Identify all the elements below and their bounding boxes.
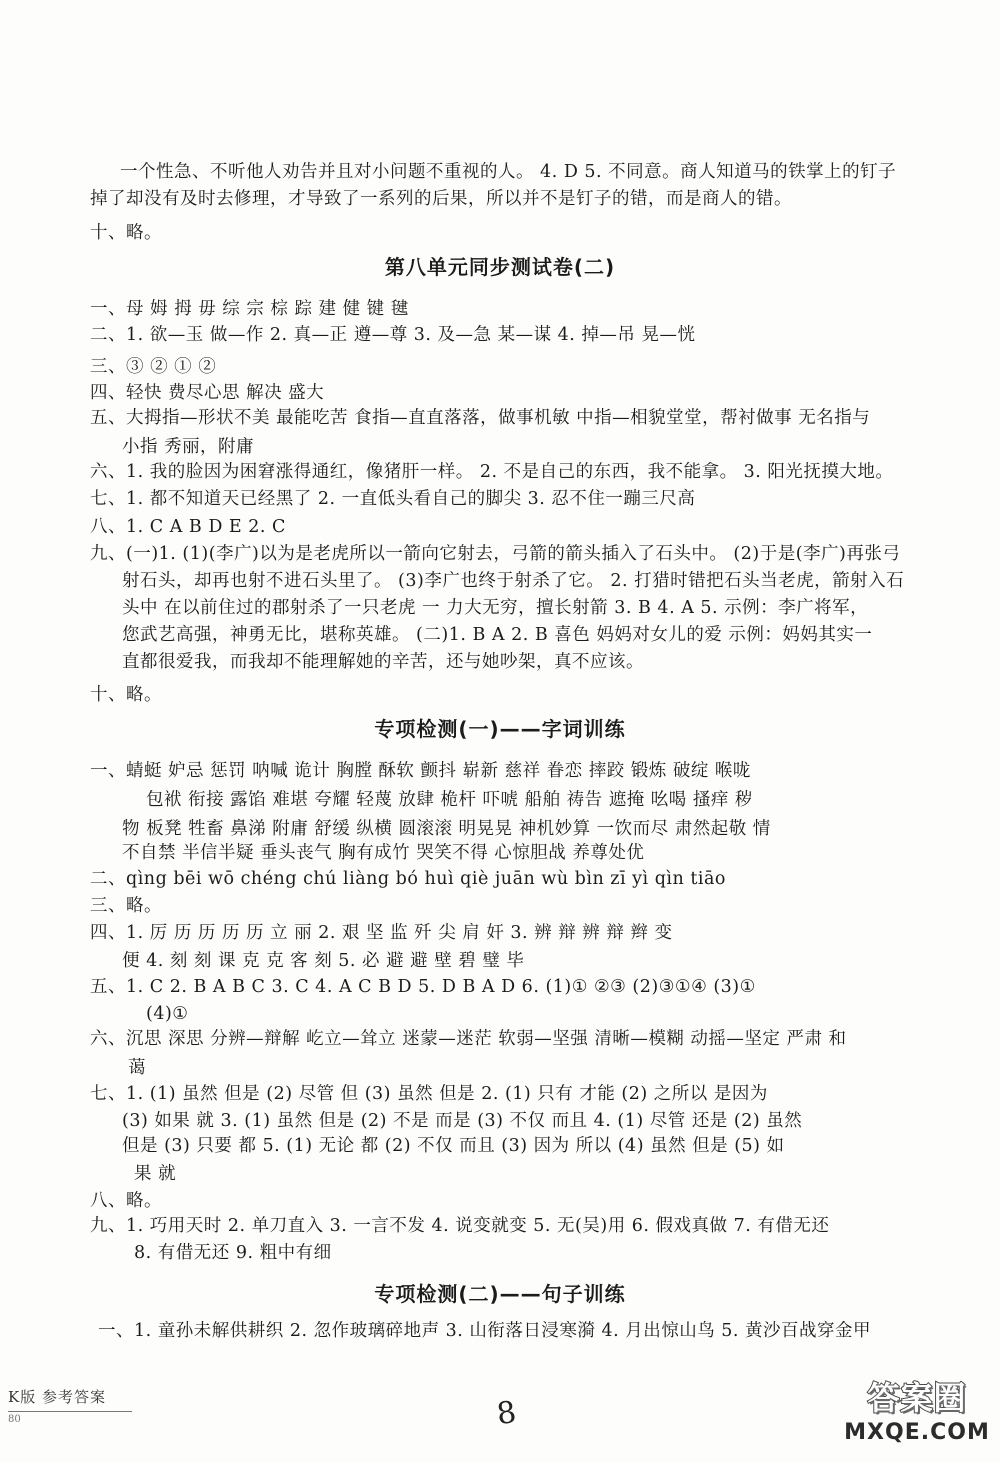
text-line: 但是 (3) 只要 都 5. (1) 无论 都 (2) 不仅 而且 (3) 因为 所以 (4) 虽然 但是 (5) 如: [122, 1136, 785, 1156]
text-line: 一、母 姆 拇 毋 综 宗 棕 踪 建 健 键 毽: [90, 299, 409, 319]
text-line: 三、③ ② ① ②: [90, 357, 217, 377]
text-line: 掉了却没有及时去修理，才导致了一系列的后果，所以并不是钉子的错，而是商人的错。: [90, 189, 792, 209]
footer-divider: [8, 1411, 132, 1412]
text-line: 十、略。: [90, 223, 162, 243]
text-line: 头中 在以前住过的郡射杀了一只老虎 一 力大无穷，擅长射箭 3. B 4. A 5. 示例：李广将军，: [122, 598, 869, 618]
text-line: 三、略。: [90, 896, 162, 916]
text-line: 蔼: [128, 1058, 146, 1078]
text-line: 四、轻快 费尽心思 解决 盛大: [90, 383, 325, 403]
text-line: 八、1. C A B D E 2. C: [90, 517, 286, 537]
text-line: 二、qìng bēi wō chéng chú liàng bó huì qiè juān wù bìn zī yì qìn tiāo: [90, 869, 726, 889]
text-line: 四、1. 厉 历 历 历 历 立 丽 2. 艰 坚 监 歼 尖 肩 奸 3. 辨 辩 辨 辩 辫 变: [90, 923, 673, 943]
text-line: 直都很爱我，而我却不能理解她的辛苦，还与她吵架，真不应该。: [122, 652, 644, 672]
text-line: (3) 如果 就 3. (1) 虽然 但是 (2) 不是 而是 (3) 不仅 而且 4. (1) 尽管 还是 (2) 虽然: [122, 1111, 803, 1131]
text-line: 八、略。: [90, 1191, 162, 1211]
text-line: 九、1. 巧用天时 2. 单刀直入 3. 一言不发 4. 说变就变 5. 无(吴)用 6. 假戏真做 7. 有借无还: [90, 1216, 830, 1236]
text-line: 五、1. C 2. B A B C 3. C 4. A C B D 5. D B A D 6. (1)① ②③ (2)③①④ (3)①: [90, 977, 756, 997]
text-line: 包袱 衔接 露馅 难堪 夸耀 轻蔑 放肆 桅杆 吓唬 船舶 祷告 遮掩 吆喝 搔痒 秽: [146, 790, 753, 810]
text-line: (4)①: [146, 1004, 189, 1024]
text-line: 小指 秀丽，附庸: [122, 437, 255, 457]
page-number: 8: [494, 1394, 519, 1433]
text-line: 8. 有借无还 9. 粗中有细: [134, 1243, 332, 1263]
watermark-logo: [842, 1378, 992, 1458]
text-line: 一、1. 童孙未解供耕织 2. 忽作玻璃碎地声 3. 山衔落日浸寒漪 4. 月出惊山鸟 5. 黄沙百战穿金甲: [98, 1321, 872, 1341]
text-line: 九、(一)1. (1)(李广)以为是老虎所以一箭向它射去，弓箭的箭头插入了石头中。 (2)于是(李广)再张弓: [90, 544, 901, 564]
text-line: 果 就: [134, 1164, 177, 1184]
section-heading: 第八单元同步测试卷(二): [384, 255, 616, 279]
watermark-url: MXQE.COM: [844, 1420, 990, 1445]
section-heading: 专项检测(二)——句子训练: [374, 1282, 626, 1306]
section-heading: 专项检测(一)——字词训练: [374, 717, 626, 741]
text-line: 便 4. 刻 刻 课 克 克 客 刻 5. 必 避 避 壁 碧 璧 毕: [122, 951, 525, 971]
watermark-title: 答案圈: [867, 1379, 967, 1417]
text-line: 五、大拇指—形状不美 最能吃苦 食指—直直落落，做事机敏 中指—相貌堂堂，帮衬做事 无名指与: [90, 408, 871, 428]
text-line: 二、1. 欲—玉 做—作 2. 真—正 遵—尊 3. 及—急 某—谋 4. 掉—吊 晃—恍: [90, 325, 696, 345]
text-line: 七、1. 都不知道天已经黑了 2. 一直低头看自己的脚尖 3. 忍不住一蹦三尺高: [90, 489, 696, 509]
text-line: 一、蜻蜓 妒忌 惩罚 呐喊 诡计 胸膛 酥软 颤抖 崭新 慈祥 眷恋 摔跤 锻炼 破绽 喉咙: [90, 761, 751, 781]
text-line: 物 板凳 牲畜 鼻涕 附庸 舒缓 纵横 圆滚滚 明晃晃 神机妙算 一饮而尽 肃然起敬 情: [122, 819, 771, 839]
text-line: 不自禁 半信半疑 垂头丧气 胸有成竹 哭笑不得 心惊胆战 养尊处优: [122, 843, 645, 863]
text-line: 十、略。: [90, 685, 162, 705]
text-line: 射石头，却再也射不进石头里了。 (3)李广也终于射杀了它。 2. 打猎时错把石头当老虎，箭射入石: [122, 571, 905, 591]
footer-small-text: 80: [8, 1414, 21, 1425]
text-line: 七、1. (1) 虽然 但是 (2) 尽管 但 (3) 虽然 但是 2. (1) 只有 才能 (2) 之所以 是因为: [90, 1084, 768, 1104]
text-line: 一个性急、不听他人劝告并且对小问题不重视的人。 4. D 5. 不同意。商人知道马的铁掌上的钉子: [120, 162, 897, 182]
text-line: 六、沉思 深思 分辨—辩解 屹立—耸立 迷蒙—迷茫 软弱—坚强 清晰—模糊 动摇—坚定 严肃 和: [90, 1029, 847, 1049]
text-line: 六、1. 我的脸因为困窘涨得通红，像猪肝一样。 2. 不是自己的东西，我不能拿。 3. 阳光抚摸大地。: [90, 462, 894, 482]
footer-label: K版 参考答案: [8, 1388, 106, 1406]
text-line: 您武艺高强，神勇无比，堪称英雄。 (二)1. B A 2. B 喜色 妈妈对女儿的爱 示例：妈妈其实一: [122, 625, 873, 645]
